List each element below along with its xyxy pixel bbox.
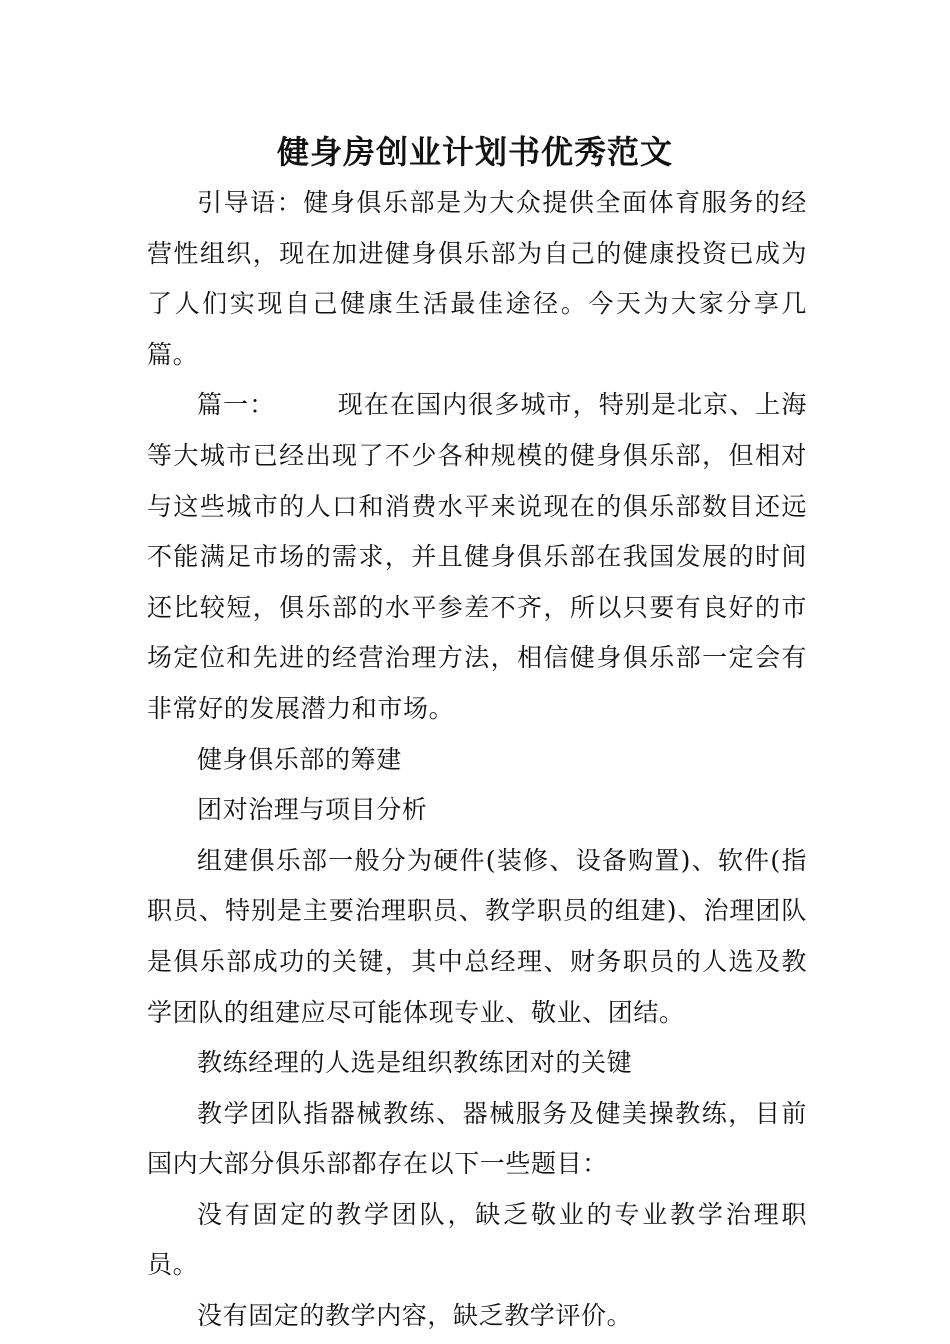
team-building-paragraph: 组建俱乐部一般分为硬件(装修、设备购置)、软件(指职员、特别是主要治理职员、教学职员的组建)、治理团队是俱乐部成功的关键，其中总经理、财务职员的人选及教学团队的组建应尽可能体现专业、敬业、团结。 <box>147 845 807 1027</box>
document-title: 健身房创业计划书优秀范文 <box>276 133 673 171</box>
subheading-club-setup: 健身俱乐部的筹建 <box>197 744 402 774</box>
problem-item-2: 没有固定的教学内容，缺乏教学评价。 <box>197 1301 633 1331</box>
document-body <box>147 178 807 1342</box>
subheading-team-management: 团对治理与项目分析 <box>197 795 428 825</box>
teaching-team-paragraph: 教学团队指器械教练、器械服务及健美操教练，目前国内大部分俱乐部都存在以下一些题目： <box>147 1098 807 1179</box>
section-one-text: 现在在国内很多城市，特别是北京、上海等大城市已经出现了不少各种规模的健身俱乐部，但相对与这些城市的人口和消费水平来说现在的俱乐部数目还远不能满足市场的需求，并且健身俱乐部在我国发展的时间还比较短，俱乐部的水平参差不齐，所以只要有良好的市场定位和先进的经营治理方法，相信健身俱乐部一定会有非常好的发展潜力和市场。 <box>147 390 807 723</box>
problem-item-1: 没有固定的教学团队，缺乏敬业的专业教学治理职员。 <box>147 1199 807 1280</box>
section-one-label: 篇一： <box>197 390 276 420</box>
coach-manager-paragraph: 教练经理的人选是组织教练团对的关键 <box>197 1048 633 1078</box>
section-one-paragraph <box>147 380 807 734</box>
intro-paragraph: 引导语：健身俱乐部是为大众提供全面体育服务的经营性组织，现在加进健身俱乐部为自己的健康投资已成为了人们实现自己健康生活最佳途径。今天为大家分享几篇。 <box>147 188 807 369</box>
